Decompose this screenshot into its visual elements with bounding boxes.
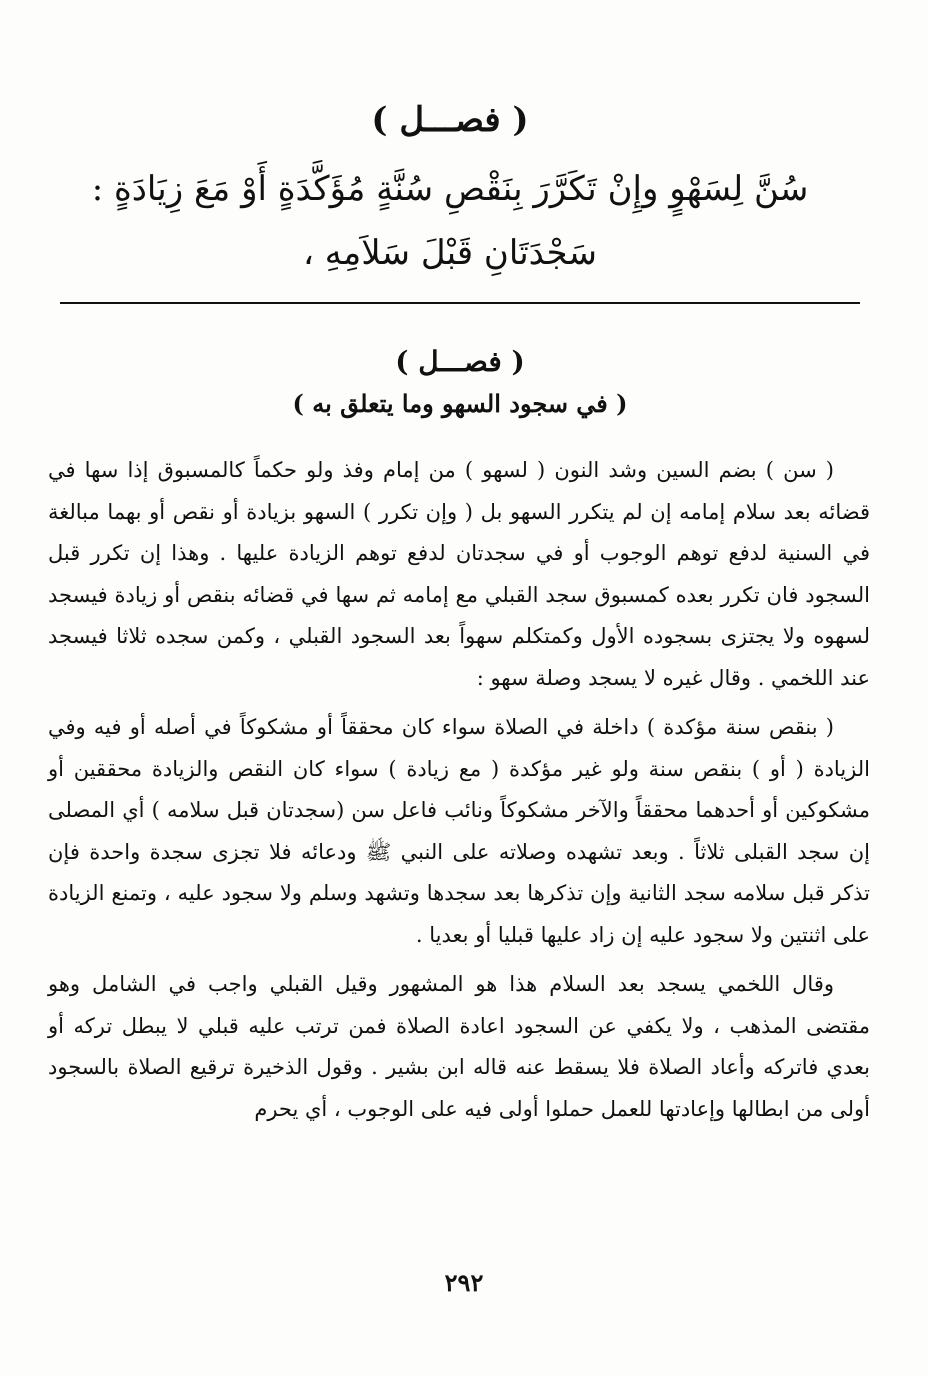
commentary-section-title: ( فصـــل ) — [395, 345, 525, 378]
commentary-heading — [160, 340, 760, 424]
page-number: ٢٩٢ — [444, 1268, 484, 1297]
paragraph-1: ( سن ) بضم السين وشد النون ( لسهو ) من إمام وفذ ولو حكماً كالمسبوق إذا سها في قضائه بعد سلام إمامه إن لم يتكرر السهو بل ( وإن تكرر ) السهو بزيادة أو نقص أو بهما مبالغة في السنية لدفع توهم الوجوب أو في سجدتان لدفع توهم الزيادة عليها . وهذا إن تكرر قبل السجود فان تكرر بعده كمسبوق سجد القبلي مع إمامه ثم سها في قضائه بنقص أو زيادة فيسجد لسهوه ولا يجتزى بسجوده الأول وكمتكلم سهواً بعد السجود القبلي ، وكمن سجده ثلاثا فيسجد عند اللخمي . وقال غيره لا يسجد وصلة سهو : — [48, 458, 870, 690]
matn-block — [90, 95, 810, 285]
matn-verse-line-1: سُنَّ لِسَهْوٍ وإِنْ تَكَرَّرَ بِنَقْصِ سُنَّةٍ مُؤَكَّدَةٍ أَوْ مَعَ زِيَادَةٍ : — [91, 169, 809, 209]
commentary-subtitle: ( في سجود السهو وما يتعلق به ) — [292, 389, 628, 418]
paragraph-2: ( بنقص سنة مؤكدة ) داخلة في الصلاة سواء كان محققاً أو مشكوكاً في أصله أو فيه وفي الزيادة ( أو ) بنقص سنة ولو غير مؤكدة ( مع زيادة ) سواء كان النقص والزيادة محققين أو مشكوكين أو أحدهما محققاً والآخر مشكوكاً ونائب فاعل سن (سجدتان قبل سلامه ) أي المصلى إن سجد القبلى ثلاثاً . وبعد تشهده وصلاته على النبي ﷺ ودعائه فلا تجزى سجدة واحدة فإن تذكر قبل سلامه سجد الثانية وإن تذكرها بعد سجدها وتشهد وسلم ولا سجود عليه ، وتمنع الزيادة على اثنتين ولا سجود عليه إن زاد عليها قبليا أو بعديا . — [48, 715, 870, 947]
commentary-body — [48, 450, 870, 1138]
paragraph-3: وقال اللخمي يسجد بعد السلام هذا هو المشهور وقيل القبلي واجب في الشامل وهو مقتضى المذهب ، ولا يكفي عن السجود اعادة الصلاة فمن ترتب عليه قبلي لا يبطل تركه أو بعدي فاتركه وأعاد الصلاة فلا يسقط عنه قاله ابن بشير . وقول الذخيرة ترقيع الصلاة بالسجود أولى من ابطالها وإعادتها للعمل حملوا أولى فيه على الوجوب ، أي يحرم — [48, 972, 870, 1121]
matn-section-title: ( فصـــل ) — [371, 100, 529, 140]
horizontal-divider — [60, 302, 860, 304]
matn-verse-line-2: سَجْدَتَانِ قَبْلَ سَلاَمِهِ ، — [303, 233, 597, 273]
